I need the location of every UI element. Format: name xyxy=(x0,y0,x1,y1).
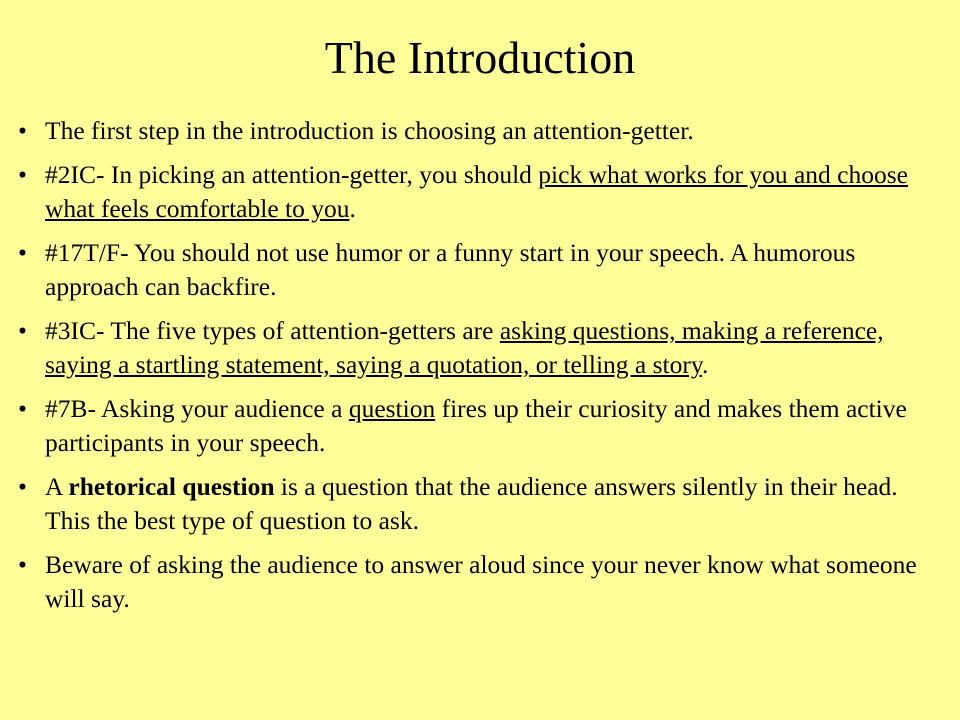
underlined-answer: asking questions, making a reference, saying a startling statement, saying a quotation, or telling a story xyxy=(45,316,884,379)
bold-term: rhetorical question xyxy=(68,472,275,501)
underlined-answer: question xyxy=(348,394,436,423)
bullet-list xyxy=(18,114,943,626)
bullet-text: #7B- Asking your audience a xyxy=(45,394,349,423)
bullet-text: #17T/F- You should not use humor or a funny start in your speech. A humorous approach can backfire. xyxy=(45,238,856,301)
bullet-text: Beware of asking the audience to answer aloud since your never know what someone will say. xyxy=(45,550,917,613)
bullet-text: fires up their curiosity and makes them active participants in your speech. xyxy=(45,394,907,457)
bullet-text: #2IC- In picking an attention-getter, you should xyxy=(45,160,539,189)
bullet-text: is a question that the audience answers silently in their head. This the best type of question to ask. xyxy=(45,472,898,535)
bullet-text: #3IC- The five types of attention-getters are xyxy=(45,316,500,345)
bullet-text: . xyxy=(349,194,356,223)
slide-title: The Introduction xyxy=(324,32,636,83)
bullet-item xyxy=(18,114,943,148)
bullet-item xyxy=(18,548,943,616)
bullet-item xyxy=(18,236,943,304)
bullet-item xyxy=(18,392,943,460)
bullet-text: . xyxy=(701,350,709,379)
bullet-item xyxy=(18,314,943,382)
underlined-answer: pick what works for you and choose what feels comfortable to you xyxy=(45,160,908,223)
bullet-text: The first step in the introduction is choosing an attention-getter. xyxy=(45,116,694,145)
bullet-item xyxy=(18,470,943,538)
bullet-item xyxy=(18,158,943,226)
bullet-text: A xyxy=(45,472,69,501)
